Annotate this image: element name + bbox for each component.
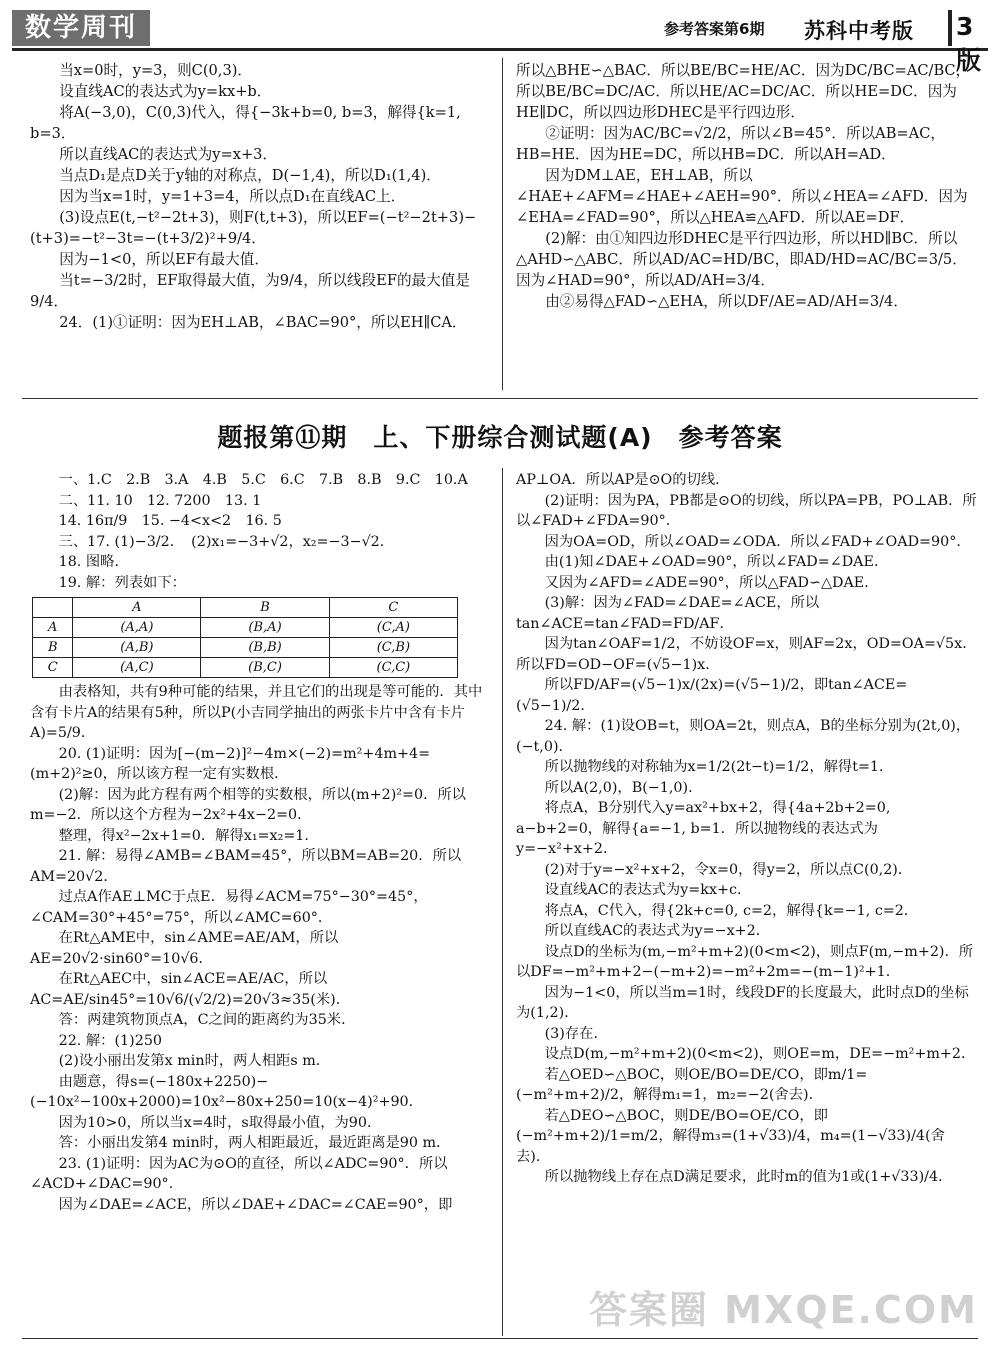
paragraph: 因为10>0，所以当x=4时，s取得最小值，为90． <box>58 1114 382 1131</box>
paragraph: 由②易得△FAD∽△EHA，所以DF/AE=AD/AH=3/4． <box>545 293 908 310</box>
paragraph: 一、1.C 2.B 3.A 4.B 5.C 6.C 7.B 8.B 9.C 10.A <box>58 472 468 488</box>
paragraph: 当点D₁是点D关于y轴的对称点，D(−1,4)，所以D₁(1,4)． <box>59 167 441 184</box>
watermark: 答案圈 MXQE.COM <box>588 1288 978 1332</box>
table-cell: (B,B) <box>201 638 329 658</box>
paragraph: 若△DEO∽△BOC，则DE/BO=OE/CO，即(−m²+m+2)/1=m/2，解得m₃=(1+√33)/4，m₄=(1−√33)/4(舍去)． <box>516 1107 945 1165</box>
paragraph: 将点A，B分别代入y=ax²+bx+2，得{4a+2b+2=0, a−b+2=0，解得{a=−1, b=1．所以抛物线的表达式为y=−x²+x+2． <box>516 800 891 857</box>
paragraph: 所以直线AC的表达式为y=x+3． <box>59 146 278 163</box>
paragraph: 所以A(2,0)，B(−1,0)． <box>544 779 703 796</box>
paragraph: (2)证明：因为PA，PB都是⊙O的切线，所以PA=PB，PO⊥AB．所以∠FAD+∠FDA=90°． <box>516 492 977 529</box>
table-cell: (C,B) <box>329 638 457 658</box>
top-column-divider <box>502 58 503 390</box>
table-row <box>33 658 458 678</box>
paragraph: 所以直线AC的表达式为y=−x+2． <box>544 923 770 939</box>
issue-label: 参考答案第6期 <box>664 20 765 38</box>
paragraph: 24．(1)①证明：因为EH⊥AB，∠BAC=90°，所以EH∥CA． <box>59 314 467 331</box>
paragraph: 答：小丽出发第4 min时，两人相距最近，最近距离是90 m． <box>58 1135 451 1151</box>
paragraph: 答：两建筑物顶点A，C之间的距离约为35米． <box>58 1012 356 1028</box>
table-cell: (A,A) <box>73 618 201 638</box>
probability-table <box>32 597 458 678</box>
paragraph: (2)解：因为此方程有两个相等的实数根，所以(m+2)²=0．所以m=−2．所以这个方程为−2x²+4x−2=0． <box>30 786 466 823</box>
table-row <box>33 618 458 638</box>
paragraph: ②证明：因为AC/BC=√2/2，所以∠B=45°．所以AB=AC，HB=HE．因为HE=DC，所以HB=DC．所以AH=AD． <box>516 125 945 163</box>
paragraph: 因为−1<0，所以当m=1时，线段DF的长度最大，此时点D的坐标为(1,2)． <box>516 984 969 1021</box>
top-right-column <box>516 60 978 312</box>
paragraph: (2)设小丽出发第x min时，两人相距s m． <box>58 1053 331 1069</box>
footer-rule <box>22 1338 978 1339</box>
table-cell <box>33 598 73 618</box>
paragraph: 设点D的坐标为(m,−m²+m+2)(0<m<2)，则点F(m,−m+2)．所以DF=−m²+m+2−(−m+2)=−m²+2m=−(m−1)²+1． <box>516 943 974 980</box>
table-cell: (B,C) <box>201 658 329 678</box>
edition-label: 苏科中考版 <box>804 19 914 43</box>
paragraph: 14. 16π/9 15. −4<x<2 16. 5 <box>58 513 282 529</box>
table-cell: B <box>33 638 73 658</box>
paragraph: (2)解：由①知四边形DHEC是平行四边形，所以HD∥BC．所以△AHD∽△ABC．所以AD/AC=HD/BC，即AD/HD=AC/BC=3/5．因为∠HAD=90°，所以AD/AH=3/4． <box>516 230 967 289</box>
table-header-row <box>33 598 458 618</box>
header-divider <box>948 10 952 46</box>
paragraph: 18. 图略． <box>58 554 129 570</box>
table-cell: A <box>33 618 73 638</box>
paragraph: 因为当x=1时，y=1+3=4，所以点D₁在直线AC上． <box>59 188 406 205</box>
paragraph: 当t=−3/2时，EF取得最大值，为9/4，所以线段EF的最大值是9/4． <box>30 272 470 310</box>
paragraph: 所以抛物线的对称轴为x=1/2(2t−t)=1/2，解得t=1． <box>544 759 894 775</box>
paragraph: 因为−1<0，所以EF有最大值． <box>59 251 269 268</box>
paragraph: 因为DM⊥AE，EH⊥AB，所以∠HAE+∠AFM=∠HAE+∠AEH=90°．所以∠HEA=∠AFD．因为∠EHA=∠FAD=90°，所以△HEA≌△AFD．所以AE=DF． <box>516 167 968 226</box>
paragraph: 若△OED∽△BOC，则OE/BO=DE/CO，即m/1=(−m²+m+2)/2，解得m₁=1，m₂=−2(舍去)． <box>516 1066 868 1103</box>
table-cell: (A,B) <box>73 638 201 658</box>
table-cell: (A,C) <box>73 658 201 678</box>
paragraph: 整理，得x²−2x+1=0．解得x₁=x₂=1． <box>58 827 319 844</box>
paragraph: 由(1)知∠DAE+∠OAD=90°，所以∠FAD=∠DAE． <box>544 554 889 570</box>
paragraph: (3)存在． <box>544 1025 608 1042</box>
masthead-logo: 数学周刊 <box>12 10 150 46</box>
paragraph: 又因为∠AFD=∠ADE=90°，所以△FAD∽△DAE． <box>544 574 879 591</box>
paragraph: 三、17. (1)−3/2． (2)x₁=−3+√2，x₂=−3−√2． <box>58 533 395 550</box>
paragraph: AP⊥OA．所以AP是⊙O的切线． <box>516 472 730 488</box>
paragraph: 20. (1)证明：因为[−(m−2)]²−4m×(−2)=m²+4m+4=(m+2)²≥0，所以该方程一定有实数根． <box>30 745 431 782</box>
paragraph: 19. 解：列表如下： <box>58 574 186 591</box>
paragraph: 因为∠DAE=∠ACE，所以∠DAE+∠DAC=∠CAE=90°，即 <box>58 1196 453 1213</box>
paragraph: 所以抛物线上存在点D满足要求，此时m的值为1或(1+√33)/4． <box>544 1169 953 1185</box>
bottom-left-column <box>30 470 492 1215</box>
table-row <box>33 638 458 658</box>
paragraph: 设直线AC的表达式为y=kx+b． <box>59 83 272 100</box>
table-cell: (C,A) <box>329 618 457 638</box>
paragraph: (2)对于y=−x²+x+2，令x=0，得y=2，所以点C(0,2)． <box>544 861 913 878</box>
paragraph: 将点A，C代入，得{2k+c=0, c=2，解得{k=−1, c=2． <box>544 902 919 919</box>
bottom-column-divider <box>502 468 503 1336</box>
paragraph: 当x=0时，y=3，则C(0,3)． <box>59 62 253 79</box>
section-rule <box>22 398 978 399</box>
paragraph: 所以FD/AF=(√5−1)x/(2x)=(√5−1)/2，即tan∠ACE=(√5−1)/2． <box>516 677 908 714</box>
paragraph: (3)解：因为∠FAD=∠DAE=∠ACE，所以tan∠ACE=tan∠FAD=FD/AF． <box>516 595 820 632</box>
bottom-right-column <box>516 470 978 1188</box>
paragraph: 因为OA=OD，所以∠OAD=∠ODA．所以∠FAD+∠OAD=90°． <box>544 533 971 550</box>
paragraph: 由表格知，共有9种可能的结果，并且它们的出现是等可能的．其中含有卡片A的结果有5种，所以P(小吉同学抽出的两张卡片中含有卡片A)=5/9． <box>30 684 483 741</box>
paragraph: 由题意，得s=(−180x+2250)−(−10x²−100x+2000)=10x²−80x+250=10(x−4)²+90． <box>30 1073 423 1110</box>
paragraph: 设点D(m,−m²+m+2)(0<m<2)，则OE=m，DE=−m²+m+2． <box>544 1046 976 1062</box>
paragraph: 在Rt△AEC中，sin∠ACE=AE/AC，所以AC=AE/sin45°=10√6/(√2/2)=20√3≈35(米)． <box>30 971 351 1008</box>
table-cell: (C,C) <box>329 658 457 678</box>
top-left-column <box>30 60 492 333</box>
paragraph: 将A(−3,0)，C(0,3)代入，得{−3k+b=0, b=3，解得{k=1, b=3． <box>30 104 461 142</box>
paragraph: 所以△BHE∽△BAC．所以BE/BC=HE/AC．因为DC/BC=AC/BC，所以BE/BC=DC/AC．所以HE/AC=DC/AC．所以HE=DC．因为HE∥DC，所以四边形DHEC是平行四边形． <box>516 62 971 121</box>
paragraph: 二、11. 10 12. 7200 13. 1 <box>58 492 262 509</box>
paragraph: 21. 解：易得∠AMB=∠BAM=45°，所以BM=AB=20．所以AM=20√2． <box>30 848 462 885</box>
paragraph: 24. 解：(1)设OB=t，则OA=2t，则点A，B的坐标分别为(2t,0)，(−t,0)． <box>516 718 971 755</box>
paragraph: 因为tan∠OAF=1/2，不妨设OF=x，则AF=2x，OD=OA=√5x．所以FD=OD−OF=(√5−1)x． <box>516 636 977 673</box>
page-number: 3版 <box>956 12 982 75</box>
paragraph: 设直线AC的表达式为y=kx+c． <box>544 882 752 898</box>
table-cell: B <box>201 598 329 618</box>
table-cell: A <box>73 598 201 618</box>
table-cell: C <box>33 658 73 678</box>
paragraph: 过点A作AE⊥MC于点E．易得∠ACM=75°−30°=45°，∠CAM=30°+45°=75°，所以∠AMC=60°． <box>30 889 428 926</box>
table-cell: C <box>329 598 457 618</box>
table-cell: (B,A) <box>201 618 329 638</box>
paragraph: (3)设点E(t,−t²−2t+3)，则F(t,t+3)，所以EF=(−t²−2t+3)−(t+3)=−t²−3t=−(t+3/2)²+9/4． <box>30 209 477 247</box>
paragraph: 23. (1)证明：因为AC为⊙O的直径，所以∠ADC=90°．所以∠ACD+∠DAC=90°． <box>30 1155 448 1192</box>
section-title: 题报第⑪期 上、下册综合测试题(A) 参考答案 <box>217 423 783 452</box>
paragraph: 在Rt△AME中，sin∠AME=AE/AM，所以AE=20√2·sin60°=10√6． <box>30 930 339 967</box>
paragraph: 22. 解：(1)250 <box>58 1032 163 1049</box>
